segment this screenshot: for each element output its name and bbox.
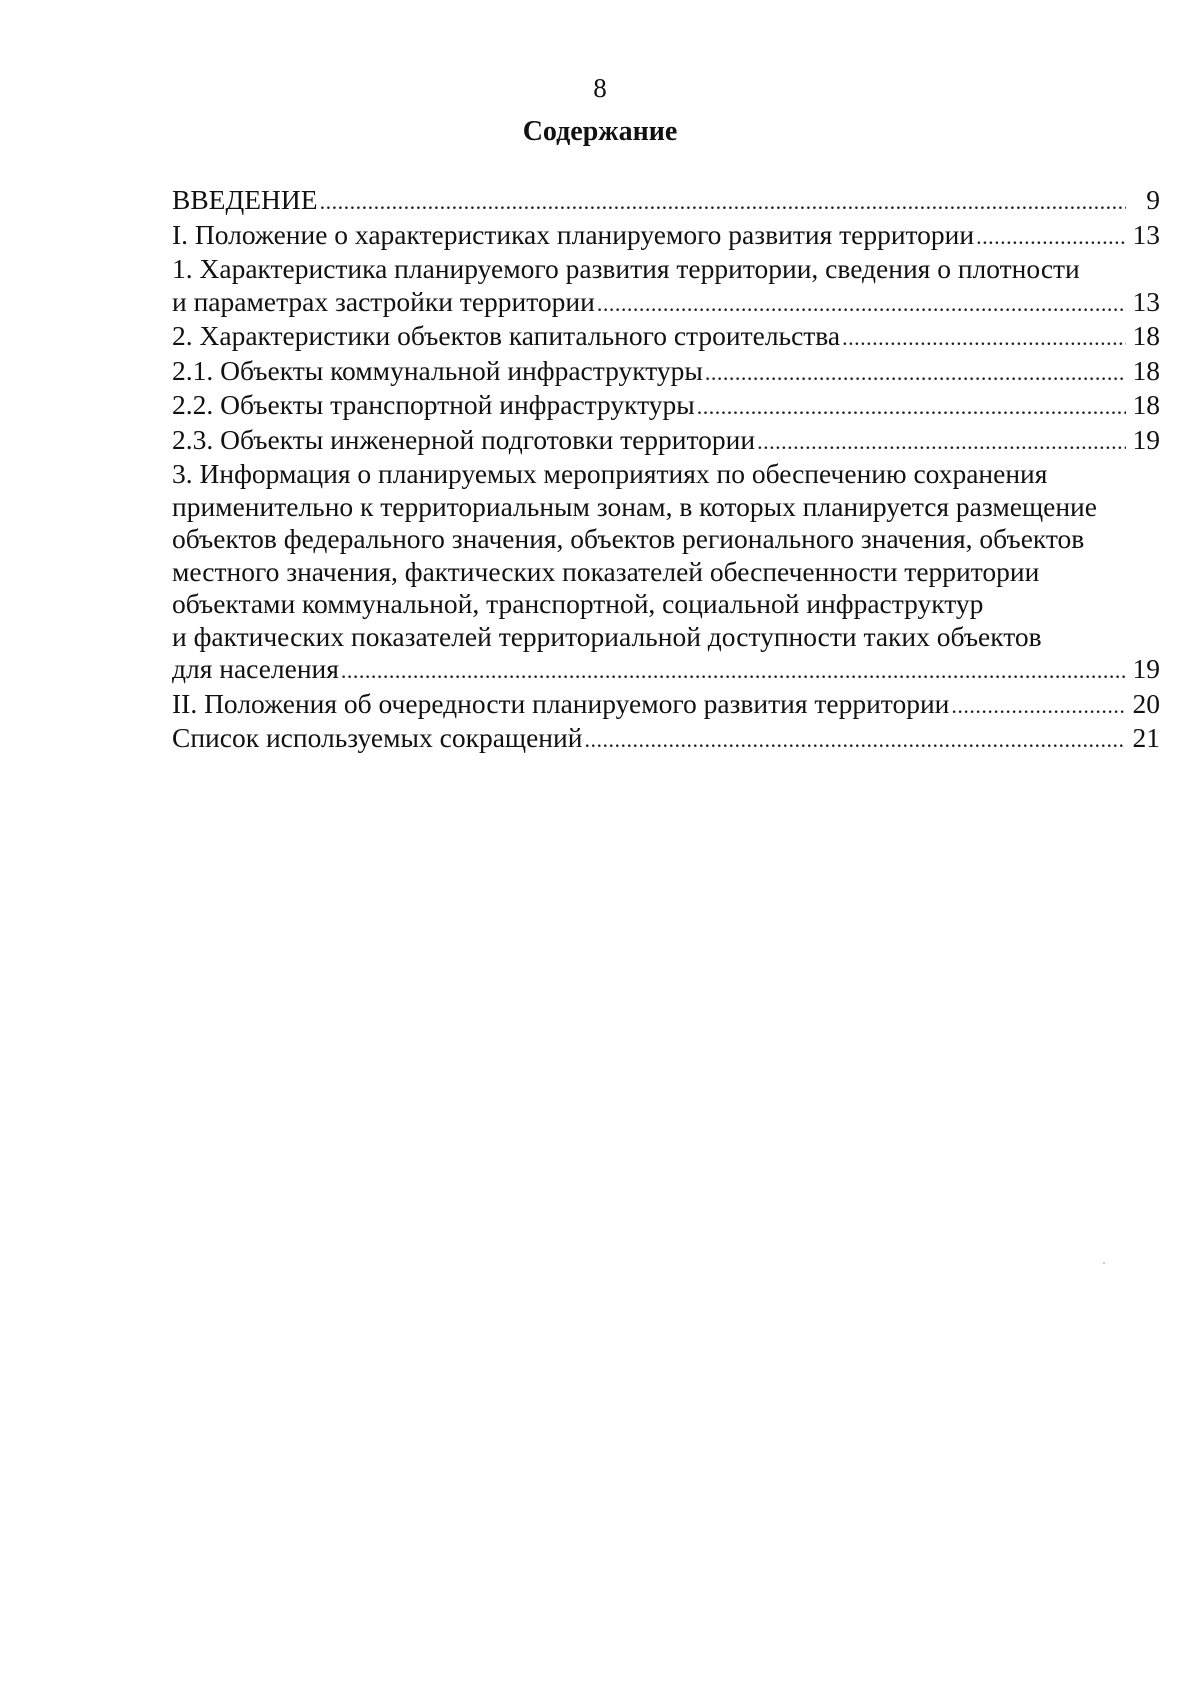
toc-entry-final-line — [172, 722, 1160, 757]
toc-page-number: 18 — [1132, 320, 1160, 351]
toc-page-number: 19 — [1132, 653, 1160, 684]
toc-entry-text-line: объектами коммунальной, транспортной, социальной инфраструктур — [172, 588, 984, 619]
toc-entry-title: I. Положение о характеристиках планируемого развития территории — [172, 218, 975, 250]
toc-entry-final-line — [172, 219, 1160, 254]
toc-entry-final-line — [172, 688, 1160, 723]
toc-entry-final-line — [172, 389, 1160, 424]
toc-page-number: 13 — [1132, 218, 1160, 250]
toc-entry-title: 2. Характеристики объектов капитального строительства — [172, 320, 841, 351]
toc-page-number: 20 — [1132, 687, 1160, 719]
toc-page-number: 13 — [1132, 285, 1160, 317]
toc-entry-title: 2.2. Объекты транспортной инфраструктуры — [172, 389, 695, 420]
toc-page-number: 19 — [1132, 423, 1160, 455]
toc-entry-final-line — [172, 286, 1160, 321]
toc-entry-section-ii[interactable] — [172, 688, 1160, 723]
toc-entry-section-2-3[interactable] — [172, 424, 1160, 459]
toc-entry-title: ВВЕДЕНИЕ — [172, 184, 318, 215]
toc-entry-text-line: и фактических показателей территориальной доступности таких объектов — [172, 620, 1042, 652]
toc-entry-final-line — [172, 653, 1160, 688]
dot-leader — [584, 724, 1126, 757]
dot-leader — [320, 186, 1126, 219]
toc-entry-title: 2.3. Объекты инженерной подготовки территории — [172, 423, 756, 455]
toc-entry-title: для населения — [172, 653, 339, 684]
toc-entry-text-line: 1. Характеристика планируемого развития территории, сведения о плотности — [172, 253, 1080, 284]
dot-leader — [597, 288, 1126, 321]
toc-entry-final-line — [172, 424, 1160, 459]
toc-entry-section-3[interactable] — [172, 458, 1160, 688]
dot-leader — [705, 357, 1126, 390]
toc-entry-text-line: 3. Информация о планируемых мероприятиях по обеспечению сохранения — [172, 458, 1048, 489]
toc-entry-abbreviations[interactable] — [172, 722, 1160, 757]
dot-leader — [951, 690, 1126, 723]
toc-entry-text-line: объектов федерального значения, объектов регионального значения, объектов — [172, 523, 1085, 554]
scan-artifact — [1103, 1262, 1105, 1264]
dot-leader — [976, 221, 1126, 254]
toc-entry-final-line — [172, 355, 1160, 390]
dot-leader — [341, 655, 1126, 688]
dot-leader — [697, 391, 1126, 424]
toc-entry-title: 2.1. Объекты коммунальной инфраструктуры — [172, 354, 703, 386]
toc-entry-section-i[interactable] — [172, 219, 1160, 254]
toc-entry-section-2-2[interactable] — [172, 389, 1160, 424]
toc-page-number: 21 — [1132, 722, 1160, 753]
toc-entry-final-line — [172, 320, 1160, 355]
toc-entry-text-line: местного значения, фактических показателей обеспеченности территории — [172, 555, 1040, 587]
toc-entry-title: Список используемых сокращений — [172, 722, 583, 753]
toc-entry-section-2[interactable] — [172, 320, 1160, 355]
toc-entry-final-line — [172, 184, 1160, 219]
page-number: 8 — [593, 73, 607, 103]
toc-page-number: 18 — [1132, 389, 1160, 420]
toc-entry-text-line: применительно к территориальным зонам, в которых планируется размещение — [172, 490, 1097, 522]
dot-leader — [842, 322, 1126, 355]
toc-entry-section-1[interactable] — [172, 253, 1160, 320]
toc-title: Содержание — [522, 116, 678, 147]
toc-entry-title: II. Положения об очередности планируемого развития территории — [172, 687, 950, 719]
toc-page-number: 9 — [1146, 184, 1160, 215]
toc-entry-introduction[interactable] — [172, 184, 1160, 219]
toc-entry-title: и параметрах застройки территории — [172, 285, 595, 317]
table-of-contents — [172, 184, 1160, 757]
toc-entry-section-2-1[interactable] — [172, 355, 1160, 390]
dot-leader — [757, 426, 1126, 459]
toc-page-number: 18 — [1132, 354, 1160, 386]
